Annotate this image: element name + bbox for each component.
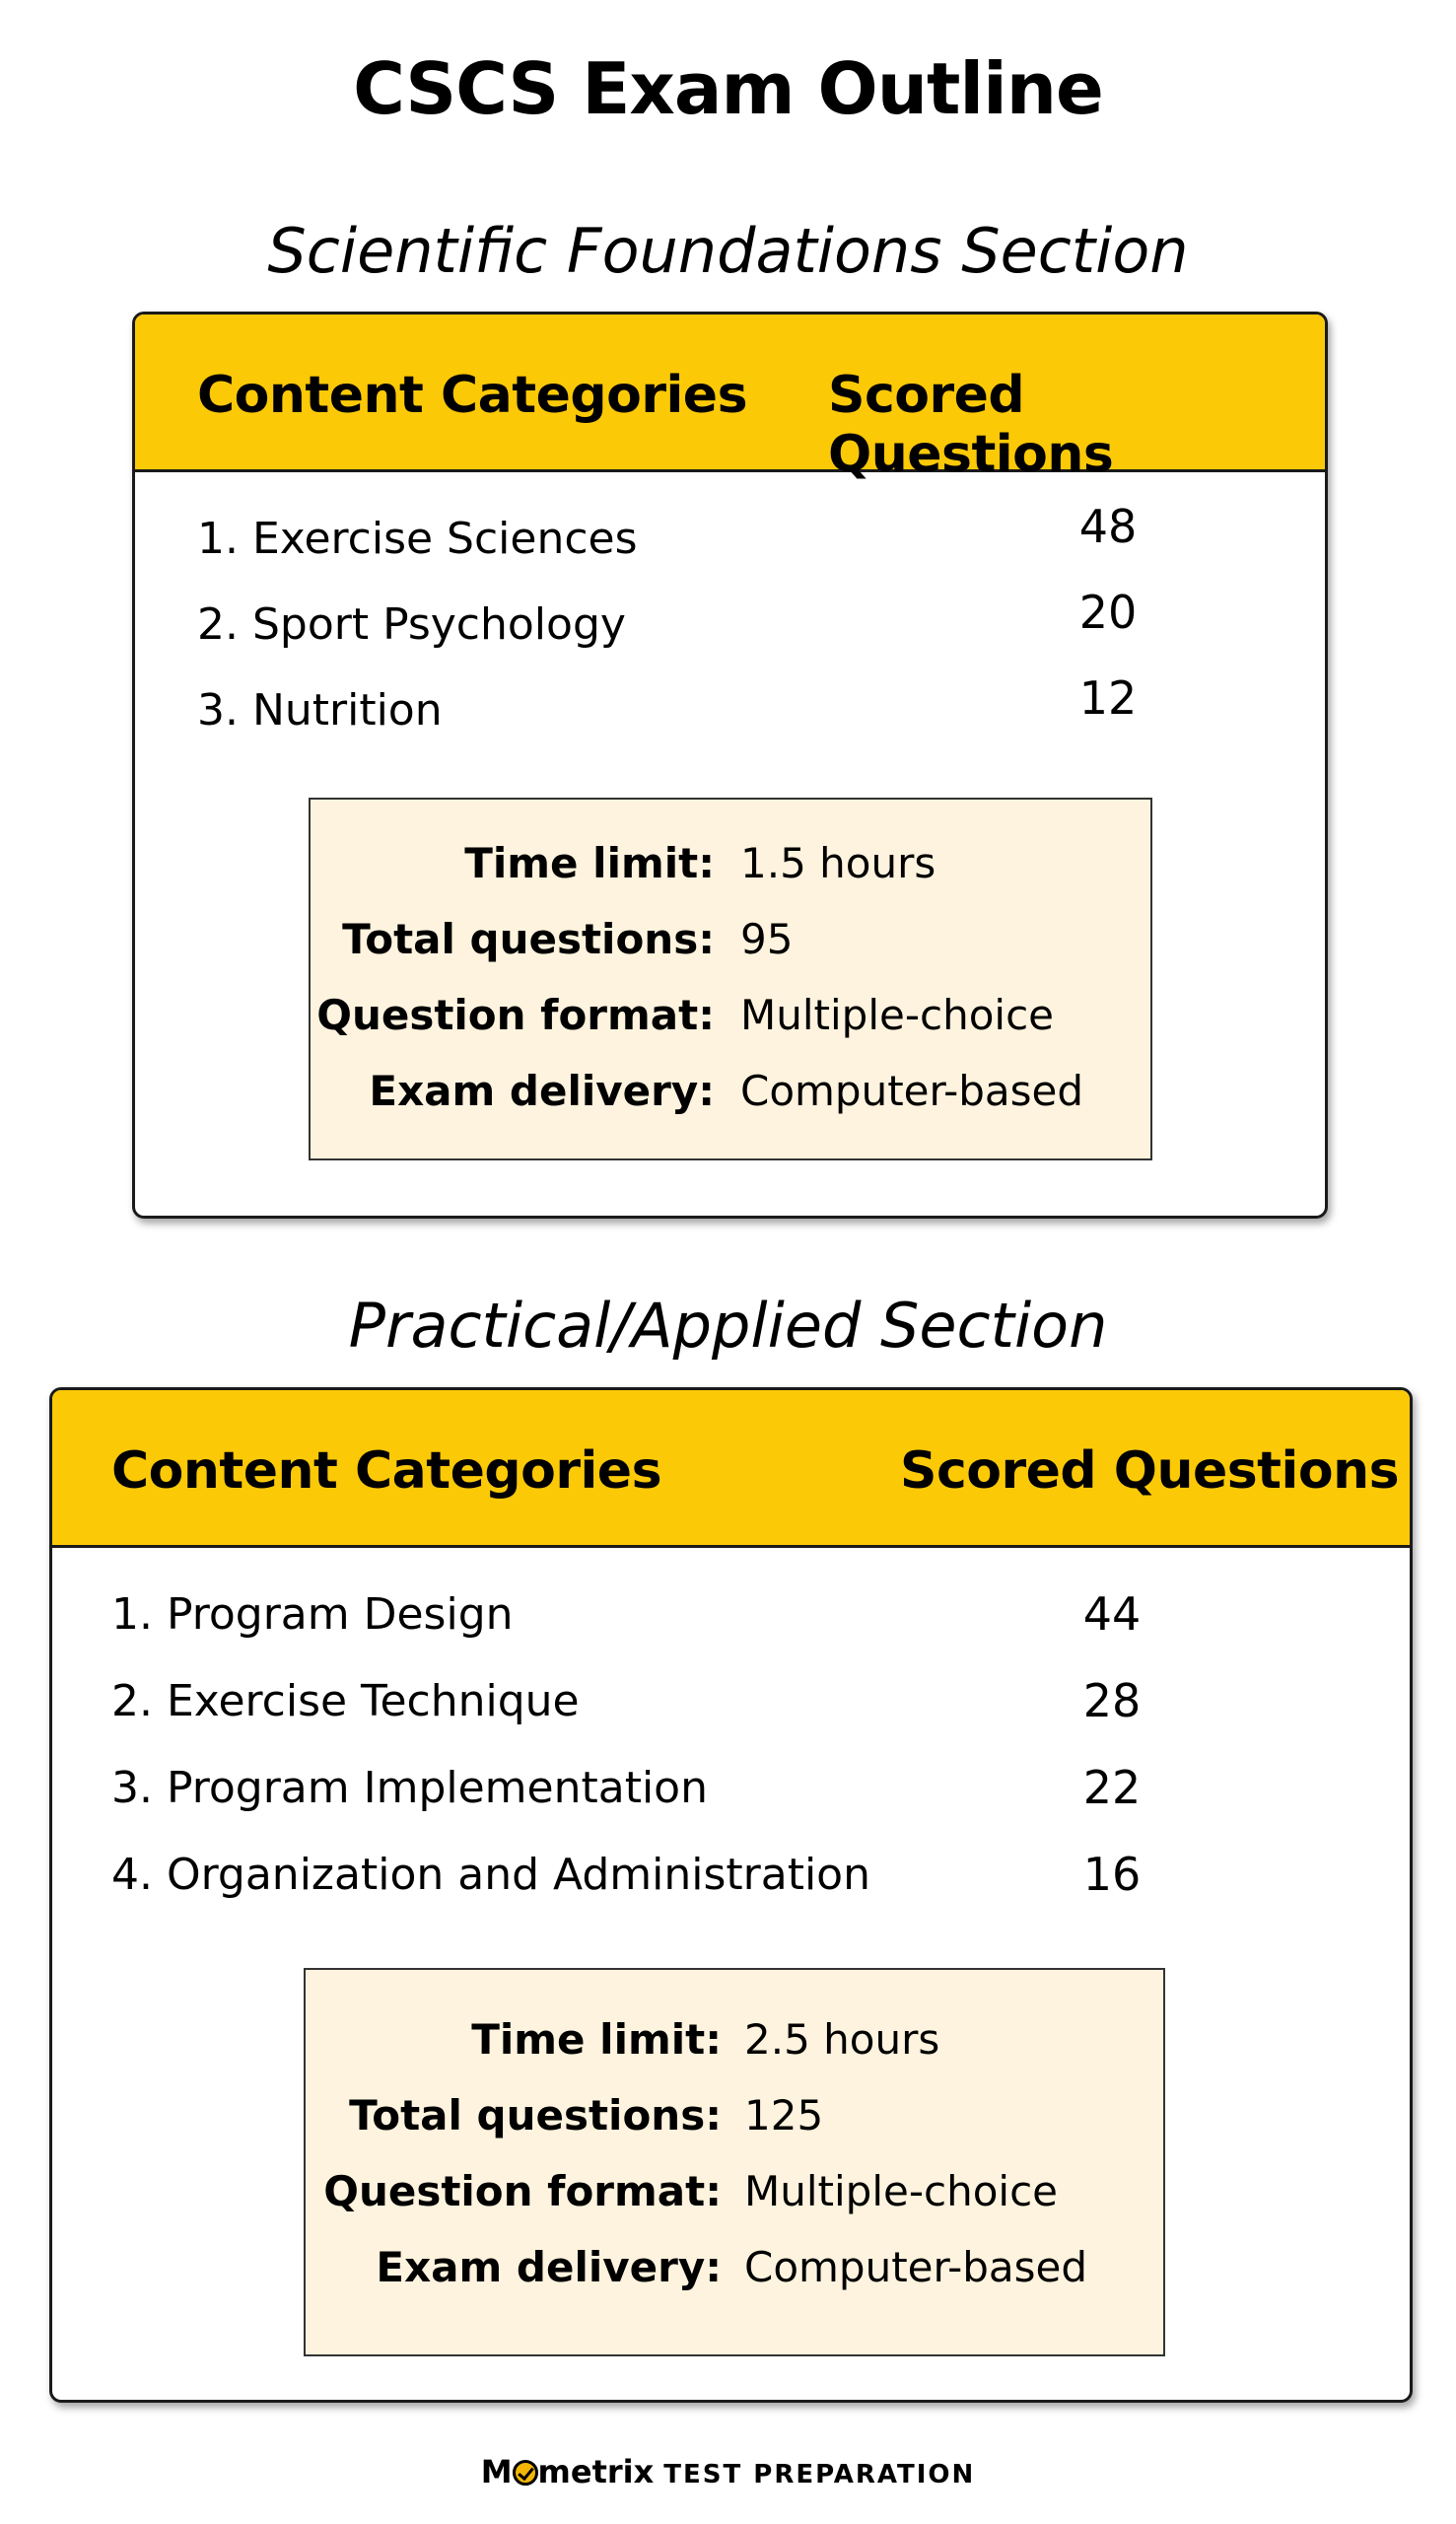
question-count: 20 bbox=[1078, 586, 1138, 639]
info-label: Total questions: bbox=[342, 915, 715, 963]
info-value: Multiple-choice bbox=[744, 2167, 1058, 2215]
column-header-questions: Scored Questions bbox=[828, 366, 1114, 484]
table-header bbox=[135, 315, 1325, 484]
category-row: 2. Exercise Technique bbox=[111, 1676, 580, 1726]
section-card-practical bbox=[49, 1387, 1413, 2403]
exam-info-box bbox=[304, 1968, 1165, 2356]
section-heading-scientific: Scientific Foundations Section bbox=[267, 215, 1189, 287]
info-label: Exam delivery: bbox=[369, 1067, 715, 1115]
question-count: 48 bbox=[1078, 500, 1138, 553]
table-header bbox=[52, 1390, 1410, 1548]
column-header-categories: Content Categories bbox=[111, 1441, 662, 1501]
category-row: 1. Exercise Sciences bbox=[197, 514, 638, 564]
brand-tagline: TEST PREPARATION bbox=[663, 2460, 976, 2489]
info-value: 95 bbox=[740, 915, 794, 963]
info-label: Question format: bbox=[323, 2167, 722, 2215]
page-title: CSCS Exam Outline bbox=[353, 47, 1103, 130]
category-row: 1. Program Design bbox=[111, 1589, 514, 1640]
question-count: 22 bbox=[1082, 1761, 1142, 1814]
info-label: Time limit: bbox=[471, 2015, 722, 2064]
section-card-scientific bbox=[132, 312, 1328, 1219]
section-heading-practical: Practical/Applied Section bbox=[348, 1290, 1108, 1362]
info-value: Computer-based bbox=[740, 1067, 1084, 1115]
category-row: 3. Nutrition bbox=[197, 685, 443, 736]
info-value: 2.5 hours bbox=[744, 2015, 940, 2064]
info-value: 125 bbox=[744, 2091, 824, 2139]
category-row: 3. Program Implementation bbox=[111, 1763, 708, 1813]
column-header-categories: Content Categories bbox=[197, 366, 748, 425]
info-value: Computer-based bbox=[744, 2243, 1088, 2291]
category-row: 2. Sport Psychology bbox=[197, 599, 626, 650]
info-label: Question format: bbox=[316, 991, 715, 1039]
info-label: Exam delivery: bbox=[376, 2243, 722, 2291]
footer-logo bbox=[0, 2453, 1456, 2490]
category-row: 4. Organization and Administration bbox=[111, 1850, 870, 1900]
info-label: Time limit: bbox=[464, 839, 715, 887]
info-label: Total questions: bbox=[349, 2091, 722, 2139]
question-count: 12 bbox=[1078, 671, 1138, 725]
column-header-questions: Scored Questions bbox=[900, 1441, 1400, 1501]
info-value: Multiple-choice bbox=[740, 991, 1054, 1039]
question-count: 28 bbox=[1082, 1674, 1142, 1727]
info-value: 1.5 hours bbox=[740, 839, 936, 887]
brand-name: M metrix bbox=[480, 2453, 655, 2490]
mometrix-logo-icon bbox=[513, 2460, 538, 2486]
exam-info-box bbox=[309, 798, 1152, 1160]
question-count: 16 bbox=[1082, 1848, 1142, 1901]
question-count: 44 bbox=[1082, 1587, 1142, 1641]
